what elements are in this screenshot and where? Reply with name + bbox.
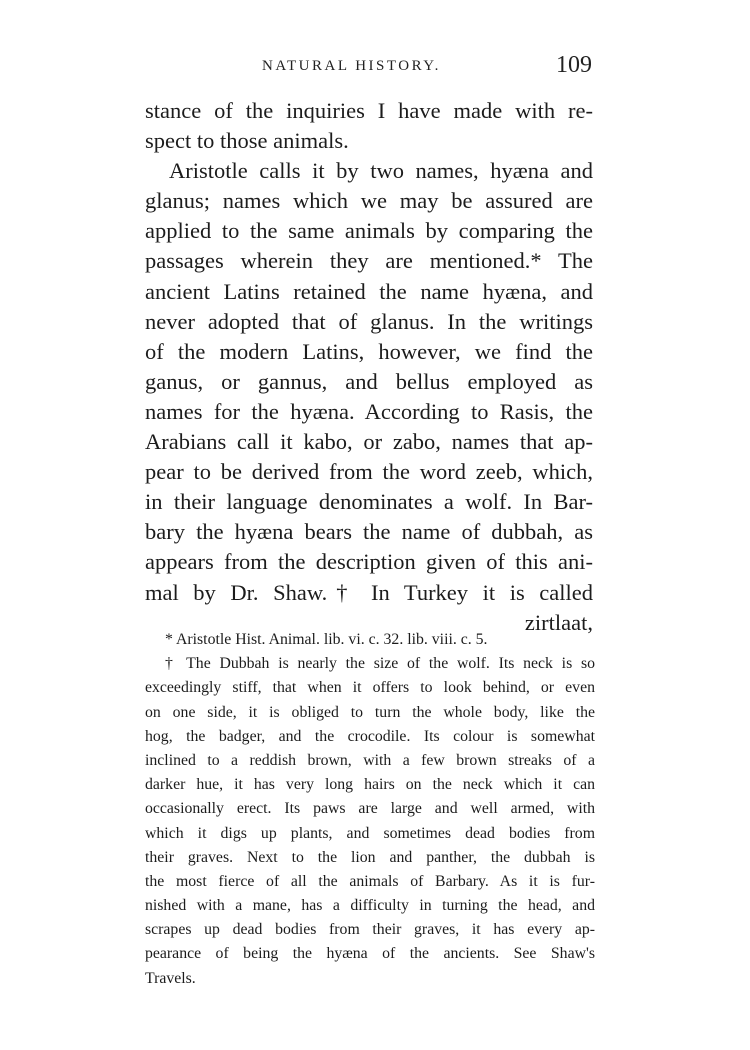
footnote-1: * Aristotle Hist. Animal. lib. vi. c. 32. lib. viii. c. 5. <box>165 631 488 648</box>
footnote-line: scrapes up dead bodies from their graves, it has every ap- <box>145 921 595 939</box>
body-line: never adopted that of glanus. In the writings <box>145 308 593 334</box>
footnote-line: their graves. Next to the lion and panther, the dubbah is <box>145 848 595 866</box>
footnote-line: pearance of being the hyæna of the ancients. See Shaw's <box>145 945 595 963</box>
footnote-line: the most fierce of all the animals of Barbary. As it is fur- <box>145 872 595 890</box>
catchword: zirtlaat, <box>524 609 593 635</box>
body-line: Aristotle calls it by two names, hyæna and <box>169 158 593 184</box>
body-line: in their language denominates a wolf. In Bar- <box>145 489 593 515</box>
body-line: passages wherein they are mentioned.* The <box>145 248 593 274</box>
body-line: appears from the description given of this ani- <box>145 549 593 575</box>
footnote-line: nished with a mane, has a difficulty in turning the head, and <box>145 897 595 915</box>
footnote-line: which it digs up plants, and sometimes dead bodies from <box>145 824 595 842</box>
body-text <box>145 96 593 638</box>
page-number: 109 <box>556 52 592 78</box>
footnote-line: hog, the badger, and the crocodile. Its colour is somewhat <box>145 727 595 745</box>
body-line: Arabians call it kabo, or zabo, names that ap- <box>145 429 593 455</box>
footnote-line: exceedingly stiff, that when it offers to look behind, or even <box>145 679 595 697</box>
running-head: NATURAL HISTORY. <box>262 58 441 74</box>
body-line: glanus; names which we may be assured are <box>145 188 593 214</box>
body-line: pear to be derived from the word zeeb, which, <box>145 459 593 485</box>
body-line: bary the hyæna bears the name of dubbah, as <box>145 519 593 545</box>
body-line: applied to the same animals by comparing the <box>145 218 593 244</box>
body-line: ancient Latins retained the name hyæna, and <box>145 278 593 304</box>
body-line: names for the hyæna. According to Rasis, the <box>145 398 593 424</box>
body-line: stance of the inquiries I have made with re- <box>145 98 593 123</box>
footnote-line: occasionally erect. Its paws are large and well armed, with <box>145 800 595 818</box>
footnotes <box>145 628 595 991</box>
body-line: spect to those animals. <box>145 128 349 154</box>
footnote-line: † The Dubbah is nearly the size of the wolf. Its neck is so <box>165 655 595 673</box>
body-line: ganus, or gannus, and bellus employed as <box>145 368 593 394</box>
body-line: of the modern Latins, however, we find the <box>145 338 593 364</box>
footnote-line: inclined to a reddish brown, with a few brown streaks of a <box>145 751 595 769</box>
body-line: mal by Dr. Shaw.† In Turkey it is called <box>145 579 593 605</box>
footnote-line: Travels. <box>145 969 196 987</box>
footnote-line: on one side, it is obliged to turn the whole body, like the <box>145 703 595 721</box>
footnote-line: darker hue, it has very long hairs on the neck which it can <box>145 776 595 794</box>
